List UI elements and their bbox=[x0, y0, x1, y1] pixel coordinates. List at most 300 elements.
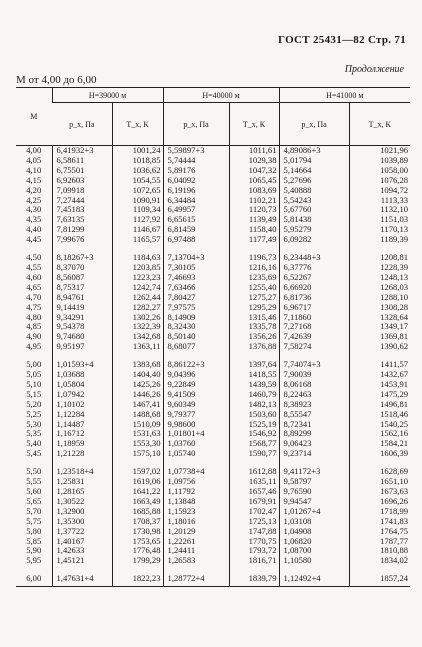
pressure-cell: 5,81438 bbox=[279, 215, 349, 225]
pressure-cell: 7,81299 bbox=[52, 225, 112, 235]
mach-cell: 4,00 bbox=[26, 145, 42, 155]
pressure-cell: 5,27696 bbox=[279, 176, 349, 186]
temperature-cell: 1376,88 bbox=[229, 342, 279, 352]
pressure-cell: 1,26583 bbox=[163, 556, 229, 566]
pressure-cell: 1,28772+4 bbox=[163, 574, 229, 586]
pressure-cell: 7,30105 bbox=[163, 263, 229, 273]
pressure-cell: 1,21228 bbox=[52, 449, 112, 459]
temperature-cell: 1531,63 bbox=[112, 429, 163, 439]
mach-cell: 4,35 bbox=[26, 214, 42, 225]
pressure-cell: 8,86122+3 bbox=[163, 360, 229, 370]
mach-cell: 4,45 bbox=[26, 234, 42, 245]
mach-cell: 5,05 bbox=[26, 369, 42, 380]
pressure-cell: 1,12492+4 bbox=[279, 574, 349, 586]
pressure-cell: 9,04396 bbox=[163, 370, 229, 380]
pressure-cell: 7,74074+3 bbox=[279, 360, 349, 370]
mach-cell: 4,30 bbox=[26, 204, 42, 215]
temperature-cell: 1076,28 bbox=[349, 176, 410, 186]
temperature-cell: 1475,29 bbox=[349, 390, 410, 400]
pressure-cell: 1,25831 bbox=[52, 477, 112, 487]
temperature-cell: 1208,81 bbox=[349, 253, 410, 263]
temperature-cell: 1816,71 bbox=[229, 556, 279, 566]
pressure-cell: 6,52267 bbox=[279, 273, 349, 283]
mach-cell: 5,50 bbox=[26, 466, 42, 477]
temperature-cell: 1189,39 bbox=[349, 235, 410, 245]
mach-cell: 4,80 bbox=[26, 311, 42, 322]
temperature-cell: 1235,69 bbox=[229, 273, 279, 283]
temperature-cell: 1295,29 bbox=[229, 303, 279, 313]
temperature-cell: 1029,38 bbox=[229, 156, 279, 166]
pressure-cell: 6,58611 bbox=[52, 156, 112, 166]
pressure-cell: 7,13704+3 bbox=[163, 253, 229, 263]
mach-cell: 4,65 bbox=[26, 281, 42, 292]
pressure-cell: 8,06168 bbox=[279, 380, 349, 390]
temperature-cell: 1597,02 bbox=[112, 467, 163, 477]
pressure-cell: 7,27168 bbox=[279, 322, 349, 332]
pressure-cell: 9,54378 bbox=[52, 322, 112, 332]
temperature-cell: 1282,27 bbox=[112, 303, 163, 313]
mach-cell: 4,25 bbox=[26, 194, 42, 205]
mach-cell: 4,90 bbox=[26, 331, 42, 342]
temperature-cell: 1510,09 bbox=[112, 420, 163, 430]
temperature-cell: 1741,83 bbox=[349, 517, 410, 527]
temperature-cell: 1255,40 bbox=[229, 283, 279, 293]
pressure-cell: 9,98600 bbox=[163, 420, 229, 430]
temperature-cell: 1054,55 bbox=[112, 176, 163, 186]
pressure-cell: 5,74444 bbox=[163, 156, 229, 166]
mach-cell: 5,80 bbox=[26, 525, 42, 536]
pressure-cell: 6,97488 bbox=[163, 235, 229, 245]
pressure-cell: 7,63135 bbox=[52, 215, 112, 225]
mach-cell: 5,55 bbox=[26, 476, 42, 487]
mach-cell: 5,20 bbox=[26, 398, 42, 409]
temperature-cell: 1268,03 bbox=[349, 283, 410, 293]
temperature-cell: 1151,03 bbox=[349, 215, 410, 225]
temperature-cell: 1725,13 bbox=[229, 517, 279, 527]
table-range-label: М от 4,00 до 6,00 bbox=[16, 74, 97, 86]
pressure-cell: 6,37776 bbox=[279, 263, 349, 273]
temperature-cell: 1113,33 bbox=[349, 196, 410, 206]
temperature-cell: 1158,40 bbox=[229, 225, 279, 235]
temperature-cell: 1275,27 bbox=[229, 293, 279, 303]
temperature-cell: 1553,30 bbox=[112, 439, 163, 449]
pressure-cell: 7,45183 bbox=[52, 205, 112, 215]
temperature-cell: 1356,26 bbox=[229, 332, 279, 342]
temperature-cell: 1590,77 bbox=[229, 449, 279, 459]
pressure-cell: 9,34291 bbox=[52, 313, 112, 323]
pressure-cell: 8,94761 bbox=[52, 293, 112, 303]
pressure-cell: 6,23448+3 bbox=[279, 253, 349, 263]
temperature-cell: 1011,61 bbox=[229, 146, 279, 156]
pressure-cell: 8,38923 bbox=[279, 400, 349, 410]
temperature-cell: 1196,73 bbox=[229, 253, 279, 263]
pressure-cell: 6,81736 bbox=[279, 293, 349, 303]
temperature-cell: 1776,48 bbox=[112, 546, 163, 556]
pressure-cell: 8,37070 bbox=[52, 263, 112, 273]
pressure-cell: 8,22463 bbox=[279, 390, 349, 400]
pressure-cell: 6,49957 bbox=[163, 205, 229, 215]
pressure-cell: 1,03760 bbox=[163, 439, 229, 449]
temperature-cell: 1770,75 bbox=[229, 537, 279, 547]
temperature-cell: 1857,24 bbox=[349, 574, 410, 586]
temperature-cell: 1702,47 bbox=[229, 507, 279, 517]
temperature-cell: 1467,41 bbox=[112, 400, 163, 410]
temperature-cell: 1418,55 bbox=[229, 370, 279, 380]
pressure-cell: 1,04908 bbox=[279, 527, 349, 537]
mach-cell: 4,70 bbox=[26, 291, 42, 302]
temperature-cell: 1673,63 bbox=[349, 487, 410, 497]
col-header-p: p_x, Па bbox=[279, 103, 349, 146]
pressure-cell: 8,55547 bbox=[279, 410, 349, 420]
temperature-cell: 1718,99 bbox=[349, 507, 410, 517]
mach-cell: 5,30 bbox=[26, 418, 42, 429]
pressure-cell: 7,80427 bbox=[163, 293, 229, 303]
temperature-cell: 1432,67 bbox=[349, 370, 410, 380]
pressure-cell: 1,14487 bbox=[52, 420, 112, 430]
temperature-cell: 1518,46 bbox=[349, 410, 410, 420]
mach-cell: 5,70 bbox=[26, 505, 42, 516]
pressure-cell: 7,63466 bbox=[163, 283, 229, 293]
temperature-cell: 1058,00 bbox=[349, 166, 410, 176]
pressure-cell: 1,10102 bbox=[52, 400, 112, 410]
pressure-cell: 1,32900 bbox=[52, 507, 112, 517]
temperature-cell: 1302,26 bbox=[112, 313, 163, 323]
pressure-cell: 9,95197 bbox=[52, 342, 112, 352]
pressure-cell: 9,41509 bbox=[163, 390, 229, 400]
temperature-cell: 1072,65 bbox=[112, 186, 163, 196]
pressure-cell: 1,11792 bbox=[163, 487, 229, 497]
temperature-cell: 1335,78 bbox=[229, 322, 279, 332]
pressure-cell: 1,09756 bbox=[163, 477, 229, 487]
table-row bbox=[16, 556, 410, 566]
mach-cell: 4,15 bbox=[26, 174, 42, 185]
temperature-cell: 1083,69 bbox=[229, 186, 279, 196]
mach-cell: 5,25 bbox=[26, 408, 42, 419]
pressure-cell: 9,76590 bbox=[279, 487, 349, 497]
mach-cell: 6,00 bbox=[16, 574, 52, 586]
temperature-cell: 1165,57 bbox=[112, 235, 163, 245]
pressure-cell: 7,27444 bbox=[52, 196, 112, 206]
temperature-cell: 1834,02 bbox=[349, 556, 410, 566]
temperature-cell: 1562,16 bbox=[349, 429, 410, 439]
pressure-cell: 1,47631+4 bbox=[52, 574, 112, 586]
pressure-cell: 6,41932+3 bbox=[52, 146, 112, 156]
table-row bbox=[16, 303, 410, 313]
pressure-cell: 8,14909 bbox=[163, 313, 229, 323]
temperature-cell: 1503,60 bbox=[229, 410, 279, 420]
pressure-cell: 1,45121 bbox=[52, 556, 112, 566]
temperature-cell: 1397,64 bbox=[229, 360, 279, 370]
pressure-cell: 1,30522 bbox=[52, 497, 112, 507]
mach-cell: 5,15 bbox=[26, 388, 42, 399]
temperature-cell: 1496,81 bbox=[349, 400, 410, 410]
temperature-cell: 1120,73 bbox=[229, 205, 279, 215]
pressure-cell: 1,12284 bbox=[52, 410, 112, 420]
temperature-cell: 1021,96 bbox=[349, 146, 410, 156]
pressure-cell: 1,28165 bbox=[52, 487, 112, 497]
temperature-cell: 1628,69 bbox=[349, 467, 410, 477]
temperature-cell: 1369,81 bbox=[349, 332, 410, 342]
temperature-cell: 1525,19 bbox=[229, 420, 279, 430]
temperature-cell: 1730,98 bbox=[112, 527, 163, 537]
table-row bbox=[16, 342, 410, 352]
temperature-cell: 1606,39 bbox=[349, 449, 410, 459]
temperature-cell: 1793,72 bbox=[229, 546, 279, 556]
temperature-cell: 1635,11 bbox=[229, 477, 279, 487]
temperature-cell: 1127,92 bbox=[112, 215, 163, 225]
pressure-cell: 9,22849 bbox=[163, 380, 229, 390]
pressure-cell: 1,35300 bbox=[52, 517, 112, 527]
atmosphere-table bbox=[16, 87, 410, 587]
temperature-cell: 1696,26 bbox=[349, 497, 410, 507]
temperature-cell: 1102,21 bbox=[229, 196, 279, 206]
temperature-cell: 1540,25 bbox=[349, 420, 410, 430]
temperature-cell: 1822,23 bbox=[112, 574, 163, 586]
pressure-cell: 1,01593+4 bbox=[52, 360, 112, 370]
pressure-cell: 7,11860 bbox=[279, 313, 349, 323]
pressure-cell: 1,07738+4 bbox=[163, 467, 229, 477]
pressure-cell: 5,40888 bbox=[279, 186, 349, 196]
pressure-cell: 5,14664 bbox=[279, 166, 349, 176]
pressure-cell: 6,65615 bbox=[163, 215, 229, 225]
pressure-cell: 7,97575 bbox=[163, 303, 229, 313]
mach-cell: 4,55 bbox=[26, 261, 42, 272]
pressure-cell: 7,90039 bbox=[279, 370, 349, 380]
pressure-cell: 6,09282 bbox=[279, 235, 349, 245]
pressure-cell: 5,54243 bbox=[279, 196, 349, 206]
mach-cell: 4,20 bbox=[26, 184, 42, 195]
temperature-cell: 1248,13 bbox=[349, 273, 410, 283]
col-header-p: p_x, Па bbox=[52, 103, 112, 146]
mach-cell: 5,90 bbox=[26, 545, 42, 556]
temperature-cell: 1363,11 bbox=[112, 342, 163, 352]
continuation-label: Продолжение bbox=[344, 64, 404, 75]
pressure-cell: 1,40167 bbox=[52, 537, 112, 547]
temperature-cell: 1404,40 bbox=[112, 370, 163, 380]
pressure-cell: 1,05804 bbox=[52, 380, 112, 390]
pressure-cell: 9,06423 bbox=[279, 439, 349, 449]
temperature-cell: 1262,44 bbox=[112, 293, 163, 303]
col-header-t: T_x, К bbox=[112, 103, 163, 146]
mach-cell: 4,60 bbox=[26, 271, 42, 282]
pressure-cell: 8,75317 bbox=[52, 283, 112, 293]
col-header-h1: H=39000 м bbox=[52, 88, 163, 103]
mach-cell: 5,10 bbox=[26, 378, 42, 389]
temperature-cell: 1584,21 bbox=[349, 439, 410, 449]
pressure-cell: 9,74680 bbox=[52, 332, 112, 342]
pressure-cell: 7,42639 bbox=[279, 332, 349, 342]
temperature-cell: 1439,59 bbox=[229, 380, 279, 390]
table-body bbox=[16, 146, 410, 587]
temperature-cell: 1047,32 bbox=[229, 166, 279, 176]
pressure-cell: 1,03688 bbox=[52, 370, 112, 380]
temperature-cell: 1036,62 bbox=[112, 166, 163, 176]
temperature-cell: 1839,79 bbox=[229, 574, 279, 586]
temperature-cell: 1764,75 bbox=[349, 527, 410, 537]
temperature-cell: 1663,49 bbox=[112, 497, 163, 507]
pressure-cell: 1,13848 bbox=[163, 497, 229, 507]
temperature-cell: 1349,17 bbox=[349, 322, 410, 332]
temperature-cell: 1787,77 bbox=[349, 537, 410, 547]
pressure-cell: 9,79377 bbox=[163, 410, 229, 420]
temperature-cell: 1018,85 bbox=[112, 156, 163, 166]
temperature-cell: 1216,16 bbox=[229, 263, 279, 273]
pressure-cell: 1,05740 bbox=[163, 449, 229, 459]
pressure-cell: 1,10580 bbox=[279, 556, 349, 566]
temperature-cell: 1708,37 bbox=[112, 517, 163, 527]
temperature-cell: 1132,10 bbox=[349, 205, 410, 215]
mach-cell: 5,75 bbox=[26, 515, 42, 526]
pressure-cell: 6,92603 bbox=[52, 176, 112, 186]
col-header-p: p_x, Па bbox=[163, 103, 229, 146]
temperature-cell: 1065,45 bbox=[229, 176, 279, 186]
mach-cell: 4,05 bbox=[26, 154, 42, 165]
mach-cell: 4,50 bbox=[26, 252, 42, 263]
col-header-t: T_x, К bbox=[349, 103, 410, 146]
table-row bbox=[16, 449, 410, 459]
pressure-cell: 1,23518+4 bbox=[52, 467, 112, 477]
mach-cell: 5,60 bbox=[26, 486, 42, 496]
temperature-cell: 1001,24 bbox=[112, 146, 163, 156]
pressure-cell: 8,89299 bbox=[279, 429, 349, 439]
pressure-cell: 9,14419 bbox=[52, 303, 112, 313]
pressure-cell: 1,18016 bbox=[163, 517, 229, 527]
pressure-cell: 8,72341 bbox=[279, 420, 349, 430]
mach-cell: 4,40 bbox=[26, 224, 42, 235]
temperature-cell: 1328,64 bbox=[349, 313, 410, 323]
pressure-cell: 9,41172+3 bbox=[279, 467, 349, 477]
temperature-cell: 1612,88 bbox=[229, 467, 279, 477]
temperature-cell: 1651,10 bbox=[349, 477, 410, 487]
temperature-cell: 1488,68 bbox=[112, 410, 163, 420]
pressure-cell: 8,18267+3 bbox=[52, 253, 112, 263]
mach-cell: 5,65 bbox=[26, 495, 42, 506]
col-header-h2: H=40000 м bbox=[163, 88, 279, 103]
temperature-cell: 1184,63 bbox=[112, 253, 163, 263]
mach-cell: 5,85 bbox=[26, 535, 42, 546]
temperature-cell: 1446,26 bbox=[112, 390, 163, 400]
pressure-cell: 1,18959 bbox=[52, 439, 112, 449]
pressure-cell: 7,58274 bbox=[279, 342, 349, 352]
pressure-cell: 8,68077 bbox=[163, 342, 229, 352]
mach-cell: 4,85 bbox=[26, 321, 42, 332]
mach-cell: 5,35 bbox=[26, 428, 42, 439]
pressure-cell: 6,75501 bbox=[52, 166, 112, 176]
temperature-cell: 1322,39 bbox=[112, 322, 163, 332]
temperature-cell: 1685,88 bbox=[112, 507, 163, 517]
pressure-cell: 6,34484 bbox=[163, 196, 229, 206]
temperature-cell: 1170,13 bbox=[349, 225, 410, 235]
temperature-cell: 1094,72 bbox=[349, 186, 410, 196]
temperature-cell: 1799,29 bbox=[112, 556, 163, 566]
col-header-h3: H=41000 м bbox=[279, 88, 410, 103]
temperature-cell: 1383,68 bbox=[112, 360, 163, 370]
pressure-cell: 8,32430 bbox=[163, 322, 229, 332]
temperature-cell: 1810,88 bbox=[349, 546, 410, 556]
pressure-cell: 5,67760 bbox=[279, 205, 349, 215]
table-row bbox=[16, 574, 410, 586]
pressure-cell: 1,01801+4 bbox=[163, 429, 229, 439]
pressure-cell: 7,99676 bbox=[52, 235, 112, 245]
temperature-cell: 1315,46 bbox=[229, 313, 279, 323]
pressure-cell: 6,81459 bbox=[163, 225, 229, 235]
pressure-cell: 7,46693 bbox=[163, 273, 229, 283]
pressure-cell: 1,15923 bbox=[163, 507, 229, 517]
temperature-cell: 1242,74 bbox=[112, 283, 163, 293]
col-header-m: M bbox=[16, 88, 52, 146]
temperature-cell: 1228,39 bbox=[349, 263, 410, 273]
pressure-cell: 1,42633 bbox=[52, 546, 112, 556]
pressure-cell: 1,01267+4 bbox=[279, 507, 349, 517]
pressure-cell: 4,89086+3 bbox=[279, 146, 349, 156]
temperature-cell: 1425,26 bbox=[112, 380, 163, 390]
pressure-cell: 1,07942 bbox=[52, 390, 112, 400]
pressure-cell: 1,24411 bbox=[163, 546, 229, 556]
pressure-cell: 7,09918 bbox=[52, 186, 112, 196]
temperature-cell: 1753,65 bbox=[112, 537, 163, 547]
temperature-cell: 1177,49 bbox=[229, 235, 279, 245]
temperature-cell: 1453,91 bbox=[349, 380, 410, 390]
pressure-cell: 6,04092 bbox=[163, 176, 229, 186]
temperature-cell: 1146,67 bbox=[112, 225, 163, 235]
temperature-cell: 1223,23 bbox=[112, 273, 163, 283]
temperature-cell: 1090,91 bbox=[112, 196, 163, 206]
temperature-cell: 1342,68 bbox=[112, 332, 163, 342]
pressure-cell: 1,06820 bbox=[279, 537, 349, 547]
temperature-cell: 1568,77 bbox=[229, 439, 279, 449]
temperature-cell: 1288,10 bbox=[349, 293, 410, 303]
pressure-cell: 5,95279 bbox=[279, 225, 349, 235]
temperature-cell: 1546,92 bbox=[229, 429, 279, 439]
mach-cell: 4,10 bbox=[26, 164, 42, 175]
pressure-cell: 1,08700 bbox=[279, 546, 349, 556]
temperature-cell: 1308,28 bbox=[349, 303, 410, 313]
temperature-cell: 1109,34 bbox=[112, 205, 163, 215]
pressure-cell: 1,22261 bbox=[163, 537, 229, 547]
pressure-cell: 8,50140 bbox=[163, 332, 229, 342]
pressure-cell: 1,20129 bbox=[163, 527, 229, 537]
pressure-cell: 6,96717 bbox=[279, 303, 349, 313]
pressure-cell: 1,16712 bbox=[52, 429, 112, 439]
pressure-cell: 1,03108 bbox=[279, 517, 349, 527]
pressure-cell: 1,37722 bbox=[52, 527, 112, 537]
temperature-cell: 1575,10 bbox=[112, 449, 163, 459]
temperature-cell: 1679,91 bbox=[229, 497, 279, 507]
temperature-cell: 1139,49 bbox=[229, 215, 279, 225]
temperature-cell: 1619,06 bbox=[112, 477, 163, 487]
temperature-cell: 1747,88 bbox=[229, 527, 279, 537]
mach-cell: 5,00 bbox=[26, 359, 42, 370]
mach-cell: 5,45 bbox=[26, 448, 42, 459]
pressure-cell: 5,01794 bbox=[279, 156, 349, 166]
pressure-cell: 9,94547 bbox=[279, 497, 349, 507]
table-row bbox=[16, 235, 410, 245]
mach-cell: 5,40 bbox=[26, 438, 42, 449]
mach-cell: 4,95 bbox=[26, 341, 42, 352]
pressure-cell: 8,56087 bbox=[52, 273, 112, 283]
temperature-cell: 1641,22 bbox=[112, 487, 163, 497]
pressure-cell: 9,23714 bbox=[279, 449, 349, 459]
mach-cell: 5,95 bbox=[26, 555, 42, 566]
temperature-cell: 1203,85 bbox=[112, 263, 163, 273]
pressure-cell: 6,66920 bbox=[279, 283, 349, 293]
pressure-cell: 9,58797 bbox=[279, 477, 349, 487]
mach-cell: 4,75 bbox=[26, 301, 42, 312]
temperature-cell: 1657,46 bbox=[229, 487, 279, 497]
page-header: ГОСТ 25431—82 Стр. 71 bbox=[278, 34, 406, 46]
temperature-cell: 1390,62 bbox=[349, 342, 410, 352]
col-header-t: T_x, К bbox=[229, 103, 279, 146]
